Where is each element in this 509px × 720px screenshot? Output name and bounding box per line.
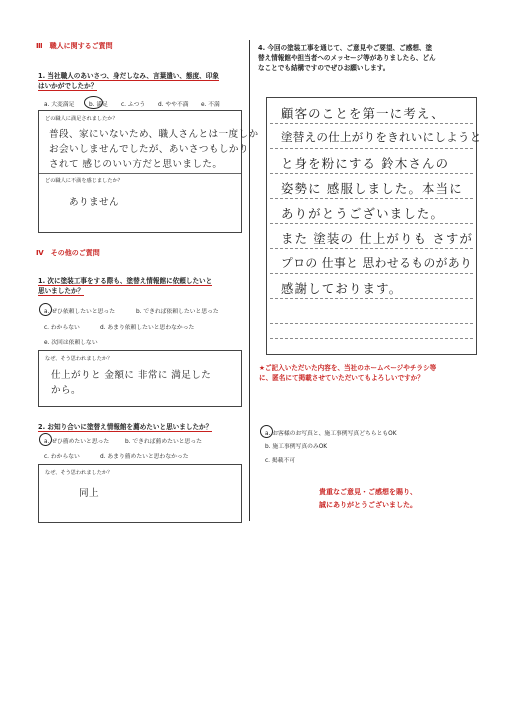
ruled-line	[270, 148, 473, 149]
q1-option-a[interactable]: a. 大変満足	[44, 102, 75, 108]
s4-q1-option-a[interactable]: a. ぜひ依頼したいと思った	[44, 309, 116, 315]
q4-answer-line8: 感謝しております。	[281, 281, 403, 296]
q1-box-label2: どの職人に不満を感じましたか？	[45, 178, 123, 184]
q1-box-label1: どの職人に満足されましたか？	[45, 116, 118, 122]
s4-q2-title	[38, 422, 212, 432]
column-divider	[249, 40, 250, 521]
q1-title-line2: はいかがでしたか？	[38, 82, 98, 90]
permission-question	[259, 363, 436, 383]
q4-answer-line2: 塗替えの仕上がりをきれいにしようと	[281, 130, 482, 144]
q1-comment-box	[38, 110, 259, 233]
s4-q1-answer-line2: から。	[51, 385, 81, 396]
s4-q1-option-b[interactable]: b. できれば依頼したいと思った	[136, 309, 219, 315]
ruled-line	[270, 323, 473, 324]
s4-q1-title-line2: 思いましたか？	[38, 287, 85, 295]
permission-line1: ★ご記入いただいた内容を、当社のホームページやチラシ等	[259, 364, 437, 372]
s4-q2-option-b[interactable]: b. できれば薦めたいと思った	[125, 439, 202, 445]
s4-q2-answer: 同上	[79, 488, 99, 499]
q1-option-c[interactable]: c. ふつう	[121, 102, 146, 108]
q4-answer-line7: プロの 仕事と 思わせるものがあり	[281, 256, 473, 270]
s4-q1-answer-line1: 仕上がりと 金額に 非常に 満足した	[51, 370, 212, 381]
thanks-line1: 貴重なご意見・ご感想を賜り、	[319, 488, 417, 496]
q1-title-line1: 1. 当社職人のあいさつ、身だしなみ、言葉遣い、態度、印象	[38, 72, 219, 80]
s4-q1-option-c[interactable]: c. わからない	[44, 325, 80, 331]
q4-title-line3: なことでも結構ですのでぜひお願いします。	[258, 64, 390, 72]
thanks-line2: 誠にありがとうございました。	[319, 501, 417, 509]
q1-option-d[interactable]: d. やや不満	[158, 102, 189, 108]
s4-q1-reason-box	[38, 350, 242, 407]
q1-title	[38, 71, 219, 91]
q1-answer2: ありません	[69, 197, 119, 208]
section3-heading: Ⅲ 職人に関するご質問	[36, 42, 113, 50]
s4-q2-reason-box	[38, 464, 242, 523]
s4-q1-option-d[interactable]: d. あまり依頼したいと思わなかった	[100, 325, 195, 331]
s4-q2-option-d[interactable]: d. あまり薦めたいと思わなかった	[100, 454, 189, 460]
q1-box-divider	[39, 173, 241, 174]
s4-q1-option-e[interactable]: e. 次回は依頼しない	[44, 340, 98, 346]
q4-title-line2: 替え情報館や担当者へのメッセージ等がありましたら、どん	[258, 54, 436, 62]
s4-q2-option-a[interactable]: a. ぜひ薦めたいと思った	[44, 439, 110, 445]
section4-heading: Ⅳ その他のご質問	[36, 249, 100, 257]
s4-q1-box-label: なぜ、そう思われましたか？	[45, 356, 113, 362]
ruled-line	[270, 338, 473, 339]
s4-q1-title-line1: 1. 次に塗装工事をする際も、塗替え情報館に依頼したいと	[38, 277, 213, 285]
q1-answer1-line1: 普段、家にいないため、職人さんとは一度しか	[49, 129, 259, 140]
q1-option-e[interactable]: e. 不満	[201, 102, 220, 108]
q4-answer-line6: また 塗装の 仕上がりも さすが	[281, 231, 474, 246]
ruled-line	[270, 173, 473, 174]
thanks-message	[258, 486, 478, 512]
q1-answer1-line3: されて 感じのいい方だと思いました。	[49, 159, 223, 170]
q4-answer-line3: と身を粉にする 鈴木さんの	[281, 156, 450, 171]
s4-q2-option-c[interactable]: c. わからない	[44, 454, 80, 460]
s4-q1-title	[38, 276, 212, 296]
ruled-line	[270, 298, 473, 299]
ruled-line	[270, 223, 473, 224]
q4-title-line1: 4. 今回の塗装工事を通じて、ご意見やご要望、ご感想、塗	[258, 44, 433, 52]
q4-answer-line5: ありがとうございました。	[281, 206, 445, 221]
s4-q2-box-label: なぜ、そう思われましたか？	[45, 470, 113, 476]
permission-option-b[interactable]: b. 施工事例写真のみOK	[265, 444, 328, 450]
ruled-line	[270, 198, 473, 199]
s4-q2-title-line: 2. お知り合いに塗替え情報館を薦めたいと思いましたか？	[38, 423, 213, 431]
q4-answer-line1: 顧客のことを第一に考え、	[281, 106, 445, 121]
ruled-line	[270, 123, 473, 124]
ruled-line	[270, 248, 473, 249]
q4-answer-box	[266, 97, 482, 355]
permission-line2: に、匿名にて掲載させていただいてもよろしいですか？	[259, 374, 424, 382]
q1-option-b[interactable]: b. 満足	[89, 102, 108, 108]
ruled-line	[270, 273, 473, 274]
permission-option-a[interactable]: a. お客様のお写真と、施工事例写真どちらともOK	[265, 431, 397, 437]
q4-answer-line4: 姿勢に 感服しました。本当に	[281, 181, 463, 196]
permission-option-c[interactable]: c. 掲載不可	[265, 458, 296, 464]
q1-answer1-line2: お会いしませんでしたが、あいさつもしかり	[49, 144, 249, 155]
q4-title	[258, 43, 436, 73]
